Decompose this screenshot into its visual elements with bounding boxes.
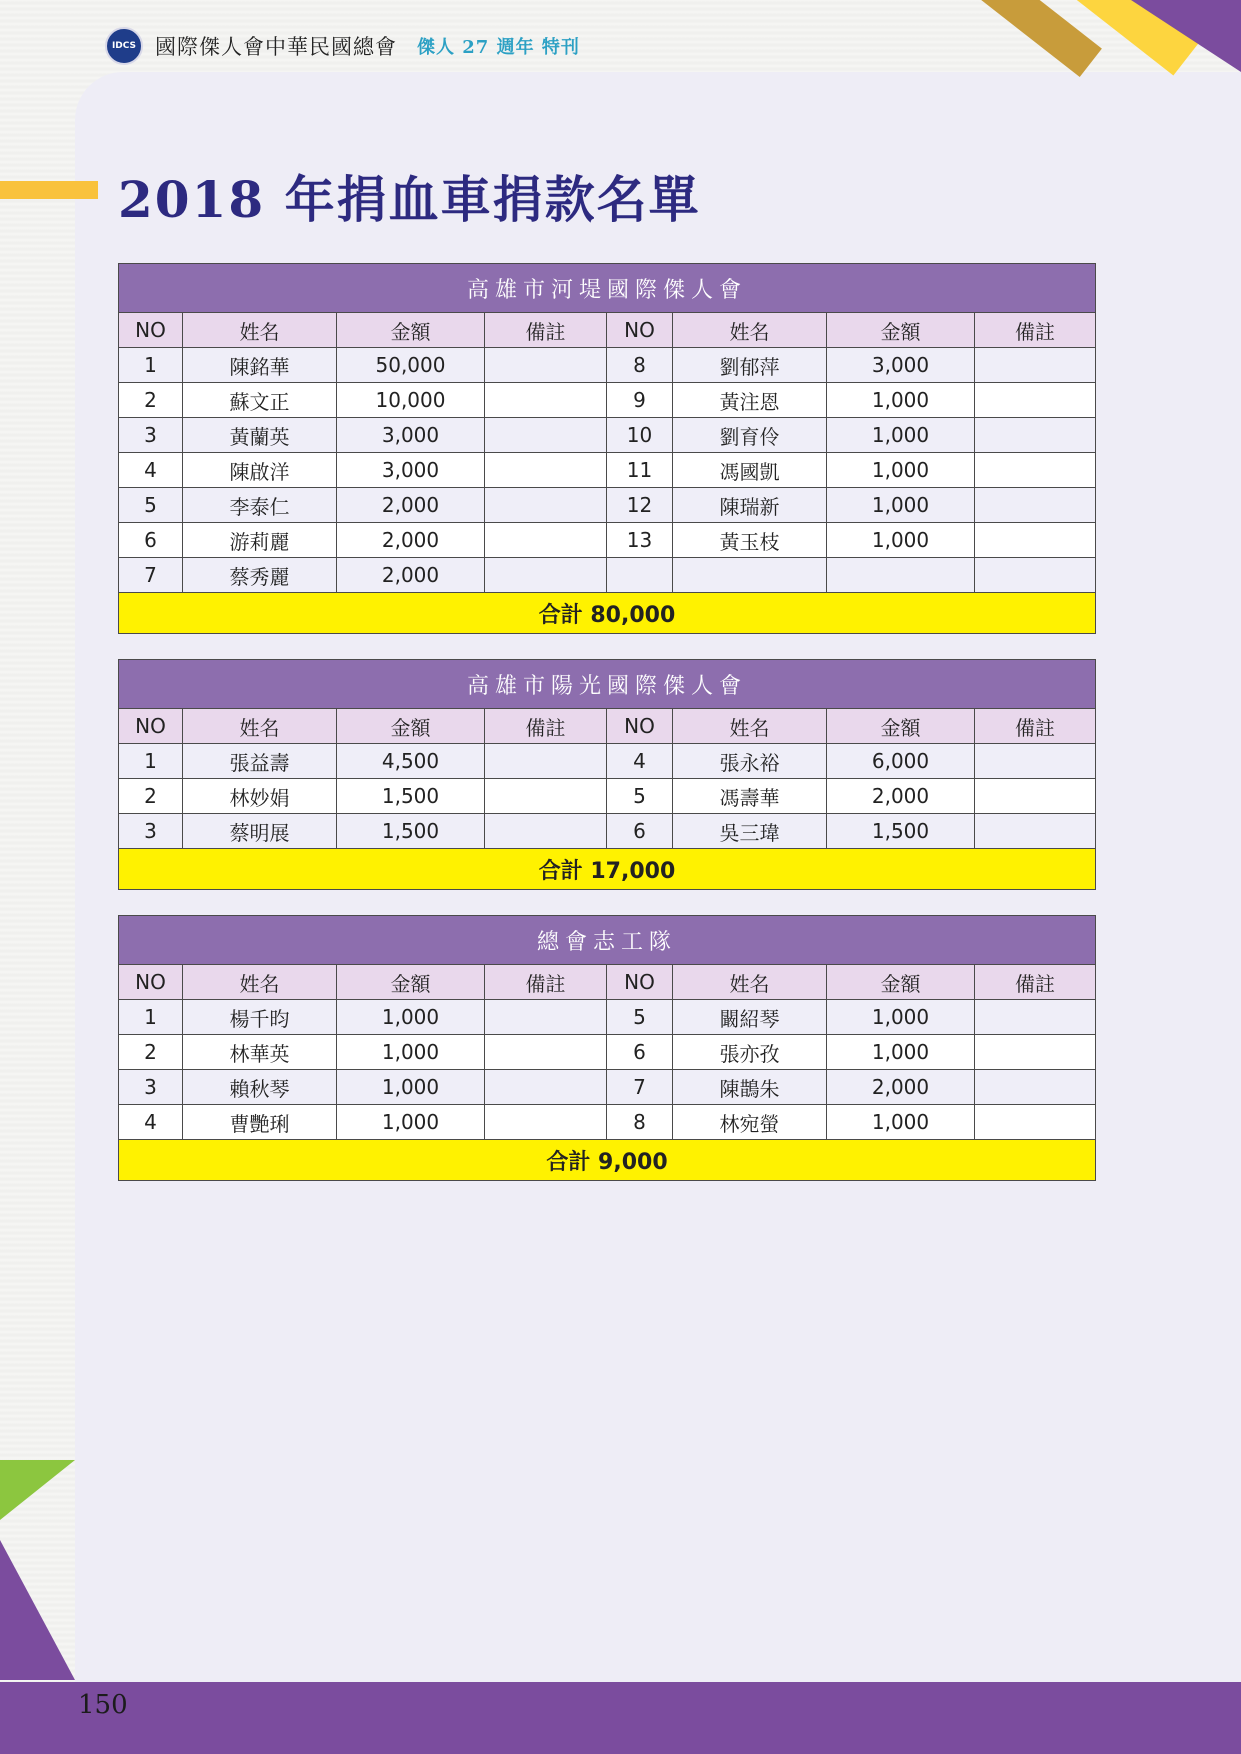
remark-cell bbox=[975, 1035, 1096, 1070]
header-no: NO bbox=[607, 709, 673, 744]
total-row: 合計 9,000 bbox=[119, 1140, 1096, 1181]
header-amount: 金額 bbox=[827, 965, 975, 1000]
no-cell: 4 bbox=[119, 453, 183, 488]
name-cell: 蔡秀麗 bbox=[183, 558, 337, 593]
remark-cell bbox=[975, 558, 1096, 593]
no-cell: 9 bbox=[607, 383, 673, 418]
header-remark: 備註 bbox=[975, 313, 1096, 348]
header-amount: 金額 bbox=[337, 313, 485, 348]
header-remark: 備註 bbox=[485, 709, 607, 744]
header-name: 姓名 bbox=[183, 709, 337, 744]
amount-cell: 1,000 bbox=[827, 523, 975, 558]
no-cell: 6 bbox=[119, 523, 183, 558]
issue-label: 傑人 27 週年 特刊 bbox=[417, 37, 580, 58]
header-amount: 金額 bbox=[337, 965, 485, 1000]
header-name: 姓名 bbox=[183, 965, 337, 1000]
name-cell: 蘇文正 bbox=[183, 383, 337, 418]
no-cell: 12 bbox=[607, 488, 673, 523]
remark-cell bbox=[485, 1035, 607, 1070]
no-cell: 10 bbox=[607, 418, 673, 453]
amount-cell: 1,000 bbox=[337, 1070, 485, 1105]
remark-cell bbox=[485, 488, 607, 523]
remark-cell bbox=[485, 1105, 607, 1140]
name-cell: 蔡明展 bbox=[183, 814, 337, 849]
remark-cell bbox=[975, 814, 1096, 849]
remark-cell bbox=[485, 453, 607, 488]
table-row bbox=[119, 779, 1096, 814]
no-cell: 6 bbox=[607, 814, 673, 849]
remark-cell bbox=[485, 383, 607, 418]
no-cell: 4 bbox=[119, 1105, 183, 1140]
remark-cell bbox=[975, 348, 1096, 383]
green-corner-decoration bbox=[0, 1460, 75, 1520]
remark-cell bbox=[975, 383, 1096, 418]
header-name: 姓名 bbox=[673, 313, 827, 348]
amount-cell: 1,000 bbox=[827, 1000, 975, 1035]
header-remark: 備註 bbox=[485, 965, 607, 1000]
header-name: 姓名 bbox=[673, 709, 827, 744]
amount-cell: 3,000 bbox=[337, 418, 485, 453]
name-cell: 林宛螢 bbox=[673, 1105, 827, 1140]
name-cell: 吳三瑋 bbox=[673, 814, 827, 849]
table-row bbox=[119, 523, 1096, 558]
remark-cell bbox=[975, 418, 1096, 453]
donation-table-volunteers bbox=[118, 915, 1096, 1181]
purple-bottom-corner-decoration bbox=[0, 1540, 75, 1680]
amount-cell: 10,000 bbox=[337, 383, 485, 418]
total-row: 合計 17,000 bbox=[119, 849, 1096, 890]
no-cell: 13 bbox=[607, 523, 673, 558]
no-cell: 3 bbox=[119, 814, 183, 849]
table-row bbox=[119, 1000, 1096, 1035]
amount-cell: 1,500 bbox=[337, 814, 485, 849]
no-cell: 6 bbox=[607, 1035, 673, 1070]
donation-table-sunshine bbox=[118, 659, 1096, 890]
no-cell bbox=[607, 558, 673, 593]
amount-cell: 2,000 bbox=[337, 488, 485, 523]
table-row bbox=[119, 1105, 1096, 1140]
name-cell bbox=[673, 558, 827, 593]
name-cell: 黃玉枝 bbox=[673, 523, 827, 558]
amount-cell: 1,000 bbox=[827, 418, 975, 453]
no-cell: 4 bbox=[607, 744, 673, 779]
header-remark: 備註 bbox=[975, 965, 1096, 1000]
remark-cell bbox=[485, 744, 607, 779]
header-no: NO bbox=[119, 313, 183, 348]
header-amount: 金額 bbox=[827, 313, 975, 348]
donation-table-hedi bbox=[118, 263, 1096, 634]
page-title: 2018 年捐血車捐款名單 bbox=[118, 170, 701, 229]
remark-cell bbox=[485, 558, 607, 593]
no-cell: 2 bbox=[119, 383, 183, 418]
remark-cell bbox=[975, 779, 1096, 814]
no-cell: 1 bbox=[119, 348, 183, 383]
amount-cell: 2,000 bbox=[827, 1070, 975, 1105]
table-row bbox=[119, 383, 1096, 418]
amount-cell: 2,000 bbox=[827, 779, 975, 814]
table-row bbox=[119, 558, 1096, 593]
header-name: 姓名 bbox=[673, 965, 827, 1000]
remark-cell bbox=[975, 1105, 1096, 1140]
remark-cell bbox=[485, 523, 607, 558]
amount-cell: 3,000 bbox=[337, 453, 485, 488]
no-cell: 2 bbox=[119, 779, 183, 814]
amount-cell: 1,500 bbox=[827, 814, 975, 849]
column-header-row bbox=[119, 709, 1096, 744]
name-cell: 馮國凱 bbox=[673, 453, 827, 488]
name-cell: 黃注恩 bbox=[673, 383, 827, 418]
remark-cell bbox=[485, 418, 607, 453]
remark-cell bbox=[975, 488, 1096, 523]
amount-cell: 1,500 bbox=[337, 779, 485, 814]
logo-text: IDCS bbox=[111, 41, 137, 51]
name-cell: 陳瑞新 bbox=[673, 488, 827, 523]
name-cell: 賴秋琴 bbox=[183, 1070, 337, 1105]
amount-cell: 50,000 bbox=[337, 348, 485, 383]
header-remark: 備註 bbox=[975, 709, 1096, 744]
header-name: 姓名 bbox=[183, 313, 337, 348]
column-header-row bbox=[119, 965, 1096, 1000]
remark-cell bbox=[485, 1000, 607, 1035]
amount-cell: 1,000 bbox=[827, 1035, 975, 1070]
name-cell: 游莉麗 bbox=[183, 523, 337, 558]
name-cell: 張亦孜 bbox=[673, 1035, 827, 1070]
name-cell: 劉郁萍 bbox=[673, 348, 827, 383]
amount-cell: 2,000 bbox=[337, 523, 485, 558]
amount-cell: 3,000 bbox=[827, 348, 975, 383]
no-cell: 11 bbox=[607, 453, 673, 488]
no-cell: 8 bbox=[607, 348, 673, 383]
name-cell: 馮壽華 bbox=[673, 779, 827, 814]
remark-cell bbox=[485, 1070, 607, 1105]
no-cell: 5 bbox=[607, 779, 673, 814]
header-no: NO bbox=[607, 313, 673, 348]
remark-cell bbox=[975, 523, 1096, 558]
header-no: NO bbox=[607, 965, 673, 1000]
name-cell: 林華英 bbox=[183, 1035, 337, 1070]
table-row bbox=[119, 1035, 1096, 1070]
remark-cell bbox=[485, 348, 607, 383]
name-cell: 闞紹琴 bbox=[673, 1000, 827, 1035]
amount-cell: 6,000 bbox=[827, 744, 975, 779]
amount-cell: 2,000 bbox=[337, 558, 485, 593]
table-row bbox=[119, 488, 1096, 523]
name-cell: 楊千昀 bbox=[183, 1000, 337, 1035]
amount-cell: 1,000 bbox=[827, 488, 975, 523]
organization-logo bbox=[105, 27, 143, 65]
amount-cell: 4,500 bbox=[337, 744, 485, 779]
name-cell: 張益壽 bbox=[183, 744, 337, 779]
remark-cell bbox=[485, 814, 607, 849]
purple-corner-decoration bbox=[1131, 0, 1241, 72]
amount-cell: 1,000 bbox=[827, 383, 975, 418]
amount-cell: 1,000 bbox=[827, 453, 975, 488]
no-cell: 1 bbox=[119, 744, 183, 779]
no-cell: 3 bbox=[119, 1070, 183, 1105]
header-amount: 金額 bbox=[827, 709, 975, 744]
name-cell: 曹艷琍 bbox=[183, 1105, 337, 1140]
club-name: 總會志工隊 bbox=[119, 916, 1096, 965]
header-no: NO bbox=[119, 709, 183, 744]
header-remark: 備註 bbox=[485, 313, 607, 348]
table-row bbox=[119, 453, 1096, 488]
page-header bbox=[105, 28, 580, 64]
table-row bbox=[119, 814, 1096, 849]
amount-cell: 1,000 bbox=[337, 1035, 485, 1070]
organization-name: 國際傑人會中華民國總會 bbox=[155, 35, 397, 59]
no-cell: 8 bbox=[607, 1105, 673, 1140]
no-cell: 1 bbox=[119, 1000, 183, 1035]
table-row bbox=[119, 1070, 1096, 1105]
club-name: 高雄市河堤國際傑人會 bbox=[119, 264, 1096, 313]
purple-footer-bar bbox=[0, 1682, 1241, 1754]
no-cell: 2 bbox=[119, 1035, 183, 1070]
name-cell: 陳鵲朱 bbox=[673, 1070, 827, 1105]
remark-cell bbox=[485, 779, 607, 814]
name-cell: 劉育伶 bbox=[673, 418, 827, 453]
table-row bbox=[119, 744, 1096, 779]
name-cell: 李泰仁 bbox=[183, 488, 337, 523]
amount-cell bbox=[827, 558, 975, 593]
name-cell: 陳啟洋 bbox=[183, 453, 337, 488]
name-cell: 黃蘭英 bbox=[183, 418, 337, 453]
amount-cell: 1,000 bbox=[827, 1105, 975, 1140]
no-cell: 5 bbox=[119, 488, 183, 523]
yellow-title-bar bbox=[0, 181, 98, 199]
table-row bbox=[119, 348, 1096, 383]
total-row: 合計 80,000 bbox=[119, 593, 1096, 634]
club-name: 高雄市陽光國際傑人會 bbox=[119, 660, 1096, 709]
page-number: 150 bbox=[78, 1690, 128, 1720]
remark-cell bbox=[975, 1000, 1096, 1035]
table-row bbox=[119, 418, 1096, 453]
column-header-row bbox=[119, 313, 1096, 348]
name-cell: 林妙娟 bbox=[183, 779, 337, 814]
remark-cell bbox=[975, 1070, 1096, 1105]
amount-cell: 1,000 bbox=[337, 1105, 485, 1140]
no-cell: 7 bbox=[119, 558, 183, 593]
no-cell: 3 bbox=[119, 418, 183, 453]
no-cell: 7 bbox=[607, 1070, 673, 1105]
header-amount: 金額 bbox=[337, 709, 485, 744]
remark-cell bbox=[975, 453, 1096, 488]
header-no: NO bbox=[119, 965, 183, 1000]
name-cell: 陳銘華 bbox=[183, 348, 337, 383]
name-cell: 張永裕 bbox=[673, 744, 827, 779]
amount-cell: 1,000 bbox=[337, 1000, 485, 1035]
no-cell: 5 bbox=[607, 1000, 673, 1035]
remark-cell bbox=[975, 744, 1096, 779]
